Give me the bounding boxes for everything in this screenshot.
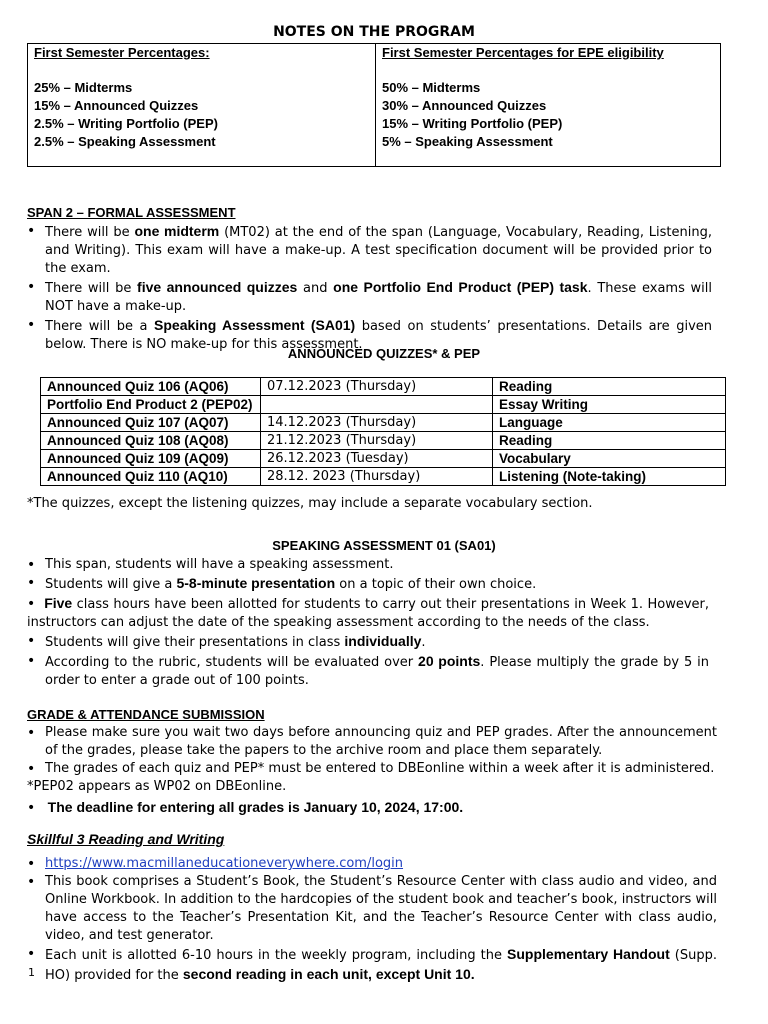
- quizzes-table: [40, 377, 726, 486]
- quiz-name: Announced Quiz 110 (AQ10): [41, 468, 261, 486]
- list-item: • Please make sure you wait two days before announcing quiz and PEP grades. After the announcement of the grades, please take the papers to the archive room and place them separately.: [27, 724, 717, 760]
- speaking-section: [27, 556, 709, 690]
- formal-assessment-section: [27, 204, 712, 354]
- list-item: • Students will give a 5-8-minute presentation on a topic of their own choice.: [27, 574, 709, 594]
- list-item: • This book comprises a Student’s Book, the Student’s Resource Center with class audio and video, and Online Workbook. In addition to the hardcopies of the student book and teacher’s book, instructors will have access to the Teacher’s Presentation Kit, and the Teacher’s Resource Center with class audio, video, and test generator.: [27, 873, 717, 945]
- table-row: [41, 396, 726, 414]
- quiz-name: Announced Quiz 107 (AQ07): [41, 414, 261, 432]
- table-row: [41, 378, 726, 396]
- percentage-item: 50% – Midterms: [382, 80, 481, 95]
- quiz-skill: Reading: [493, 432, 726, 450]
- percentages-left-heading: First Semester Percentages:: [34, 45, 210, 60]
- quiz-skill: Listening (Note-taking): [493, 468, 726, 486]
- grade-list: [27, 724, 717, 778]
- quiz-date: 28.12. 2023 (Thursday): [261, 468, 493, 486]
- speaking-heading: SPEAKING ASSESSMENT 01 (SA01): [272, 538, 496, 553]
- quizzes-heading: ANNOUNCED QUIZZES* & PEP: [287, 346, 481, 361]
- macmillan-login-link[interactable]: https://www.macmillaneducationeverywhere.com/login: [45, 856, 404, 871]
- percentage-item: 5% – Speaking Assessment: [382, 134, 553, 149]
- quiz-date: [261, 396, 493, 414]
- quiz-name: Portfolio End Product 2 (PEP02): [41, 396, 261, 414]
- list-item: • There will be five announced quizzes and one Portfolio End Product (PEP) task. These exams will NOT have a make-up.: [27, 278, 712, 316]
- quizzes-table-wrap: [40, 377, 726, 486]
- list-item: • The grades of each quiz and PEP* must be entered to DBEonline within a week after it is administered.: [27, 760, 717, 778]
- quiz-skill: Reading: [493, 378, 726, 396]
- percentage-item: 30% – Announced Quizzes: [382, 98, 547, 113]
- speaking-list: [27, 556, 709, 594]
- table-row: [41, 414, 726, 432]
- percentage-item: 15% – Announced Quizzes: [34, 98, 199, 113]
- list-item: • There will be a Speaking Assessment (SA01) based on students’ presentations. Details are given below. There is NO make-up for this assessment.: [27, 316, 712, 354]
- list-item: • Each unit is allotted 6-10 hours in the weekly program, including the Supplementary Handout (Supp. HO) provided for the second reading in each unit, except Unit 10.: [27, 945, 717, 985]
- percentage-item: 2.5% – Writing Portfolio (PEP): [34, 116, 218, 131]
- table-row: [41, 468, 726, 486]
- quiz-skill: Vocabulary: [493, 450, 726, 468]
- percentage-item: 25% – Midterms: [34, 80, 133, 95]
- quiz-name: Announced Quiz 109 (AQ09): [41, 450, 261, 468]
- grade-heading: GRADE & ATTENDANCE SUBMISSION: [27, 707, 265, 722]
- quiz-date: 26.12.2023 (Tuesday): [261, 450, 493, 468]
- table-row: [41, 432, 726, 450]
- quiz-date: 07.12.2023 (Thursday): [261, 378, 493, 396]
- list-item: • According to the rubric, students will be evaluated over 20 points. Please multiply the grade by 5 in order to enter a grade out of 100 points.: [27, 652, 709, 690]
- quiz-skill: Essay Writing: [493, 396, 726, 414]
- formal-assessment-heading: SPAN 2 – FORMAL ASSESSMENT: [27, 205, 236, 220]
- list-item: • The deadline for entering all grades is January 10, 2024, 17:00.: [27, 799, 464, 816]
- speaking-list-continued: [27, 632, 709, 690]
- page-number: 1: [28, 966, 35, 979]
- page-title: NOTES ON THE PROGRAM: [273, 24, 475, 40]
- table-row: [41, 450, 726, 468]
- list-item: • Students will give their presentations in class individually.: [27, 632, 709, 652]
- quiz-skill: Language: [493, 414, 726, 432]
- formal-assessment-list: [27, 222, 712, 354]
- quiz-date: 14.12.2023 (Thursday): [261, 414, 493, 432]
- list-item: • This span, students will have a speaking assessment.: [27, 556, 709, 574]
- percentages-right-heading: First Semester Percentages for EPE eligibility: [382, 45, 664, 60]
- quiz-date: 21.12.2023 (Thursday): [261, 432, 493, 450]
- skillful-list: [27, 855, 717, 985]
- percentage-item: 2.5% – Speaking Assessment: [34, 134, 216, 149]
- list-item: • Five class hours have been allotted for students to carry out their presentations in Week 1. However, instructors can adjust the date of the speaking assessment according to the needs of the class.: [27, 595, 709, 630]
- quiz-name: Announced Quiz 106 (AQ06): [41, 378, 261, 396]
- percentages-left-column: [28, 44, 376, 166]
- percentages-table: [27, 43, 721, 167]
- skillful-heading: Skillful 3 Reading and Writing: [27, 831, 225, 847]
- grade-section: [27, 706, 717, 818]
- quiz-name: Announced Quiz 108 (AQ08): [41, 432, 261, 450]
- quizzes-note: *The quizzes, except the listening quizzes, may include a separate vocabulary section.: [27, 496, 593, 511]
- list-item: [27, 855, 717, 873]
- list-item: • There will be one midterm (MT02) at the end of the span (Language, Vocabulary, Reading, Listening, and Writing). This exam will have a make-up. A test specification document will be provided prior to the exam.: [27, 222, 712, 278]
- percentages-right-column: [376, 44, 720, 166]
- grade-note: *PEP02 appears as WP02 on DBEonline.: [27, 779, 287, 794]
- percentage-item: 15% – Writing Portfolio (PEP): [382, 116, 563, 131]
- skillful-section: [27, 830, 717, 985]
